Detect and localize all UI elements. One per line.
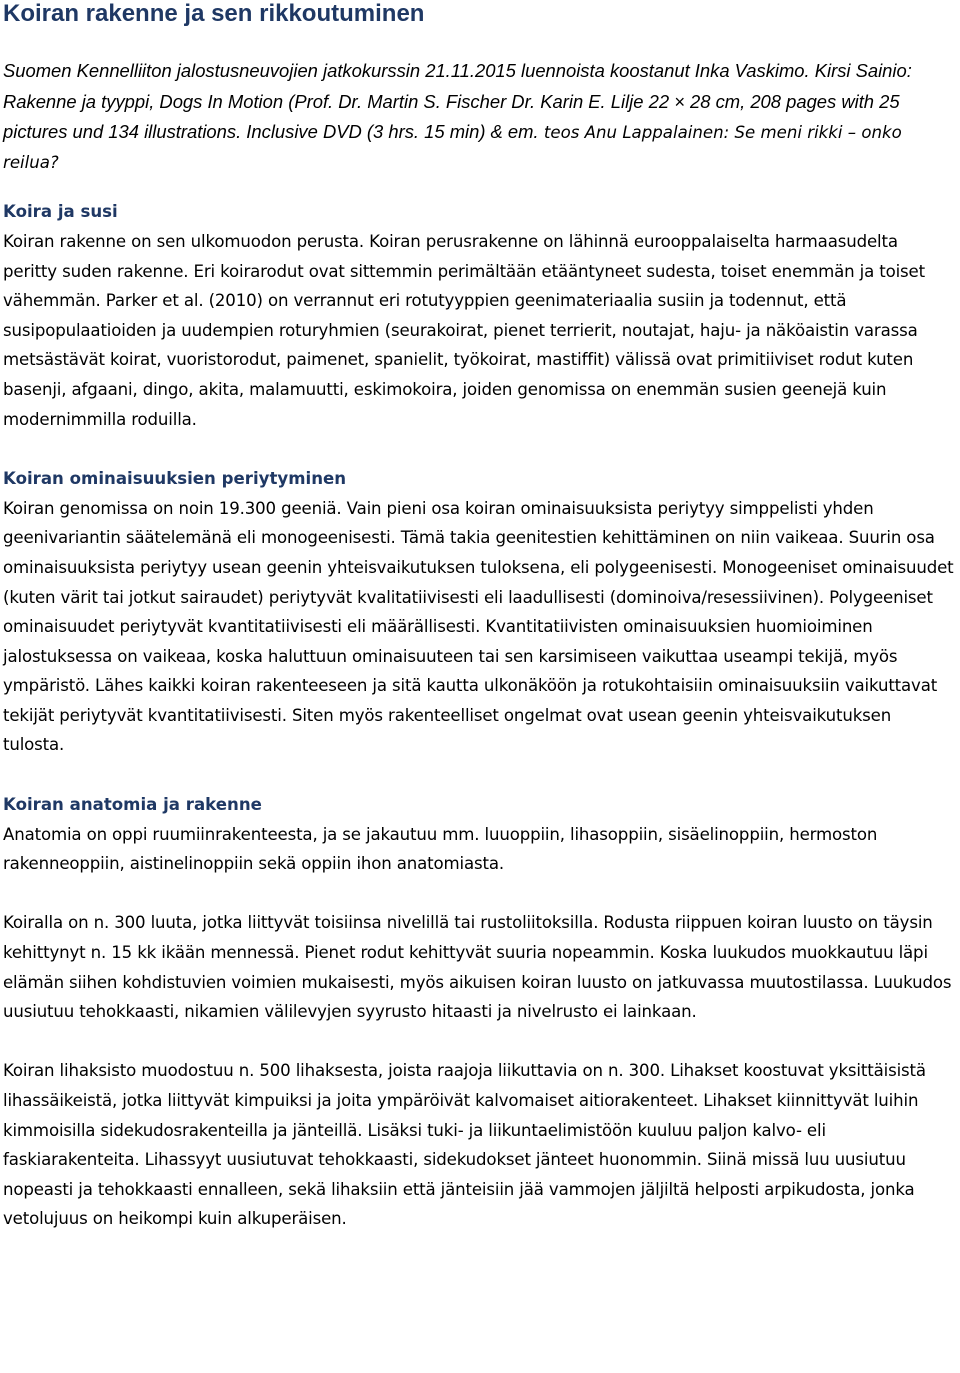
sources-text-part2: teos Anu Lappalainen: Se meni rikki – onko reilua?: [3, 123, 902, 172]
section-paragraph: Koiralla on n. 300 luuta, jotka liittyvät toisiinsa nivelillä tai rustoliitoksilla. Rodusta riippuen koiran luusto on täysin kehittynyt n. 15 kk ikään mennessä. Pienet rodut kehittyvät suuria nopeammin. Koska luukudos muokkautuu läpi elämän siihen kohdistuvien voimien mukaisesti, myös aikuisen koiran luusto on jatkuvassa muutostilassa. Luukudos uusiutuu tehokkaasti, nikamien välilevyjen syyrusto hitaasti ja nivelrusto ei lainkaan.: [3, 913, 952, 1022]
spacer: [3, 1027, 956, 1057]
spacer: [3, 434, 956, 464]
section-heading: Koira ja susi: [3, 202, 118, 222]
section-paragraph: Anatomia on oppi ruumiinrakenteesta, ja se jakautuu mm. luuoppiin, lihasoppiin, sisäelinoppiin, hermoston rakenneoppiin, aistinelinoppiin sekä oppiin ihon anatomiasta.: [3, 824, 878, 874]
sources-text-part1: Suomen Kennelliiton jalostusneuvojien jatkokurssin 21.11.2015 luennoista koostanut Inka Vaskimo. Kirsi Sainio: Rakenne ja tyyppi, Dogs In Motion (Prof. Dr. Martin S. Fischer Dr. Karin E. Lilje 22 × 28 cm, 208 pages with 25 pictures und 134 illustrations. Inclusive DVD (3 hrs. 15 min) & em.: [3, 60, 912, 143]
section-ominaisuuksien-periytyminen: [3, 464, 956, 760]
section-paragraph: Koiran rakenne on sen ulkomuodon perusta. Koiran perusrakenne on lähinnä eurooppalaiselta harmaasudelta peritty suden rakenne. Eri koirarodut ovat sittemmin perimältään etääntyneet sudesta, toiset enemmän ja toiset vähemmän. Parker et al. (2010) on verrannut eri rotutyyppien geenimateriaalia susiin ja todennut, että susipopulaatioiden ja uudempien roturyhmien (seurakoirat, pienet terrierit, noutajat, haju- ja näköaistin varassa metsästävät koirat, vuoristorodut, paimenet, spanielit, työkoirat, mastiffit) välissä ovat primitiiviset rodut kuten basenji, afgaani, dingo, akita, malamuutti, eskimokoira, joiden genomissa on enemmän susien geenejä kuin modernimmilla roduilla.: [3, 231, 925, 429]
spacer: [3, 760, 956, 790]
section-heading: Koiran ominaisuuksien periytyminen: [3, 469, 347, 489]
section-anatomia-ja-rakenne: [3, 790, 956, 1234]
sources-paragraph: [3, 56, 956, 177]
section-paragraph: Koiran lihaksisto muodostuu n. 500 lihaksesta, joista raajoja liikuttavia on n. 300. Lihakset koostuvat yksittäisistä lihassäikeistä, jotka liittyvät kimpuiksi ja joita ympäröivät kalvomaiset aitiorakenteet. Lihakset kiinnittyvät luihin kimmoisilla sidekudosrakenteilla ja jänteillä. Lisäksi tuki- ja liikuntaelimistöön kuuluu paljon kalvo- eli faskiarakenteita. Lihassyyt uusiutuvat tehokkaasti, sidekudokset jänteet huonommin. Siinä missä luu uusiutuu nopeasti ja tehokkaasti ennalleen, sekä lihaksiin että jänteisiin jää vammojen jäljiltä helposti arpikudosta, jonka vetolujuus on heikompi kuin alkuperäisen.: [3, 1061, 926, 1229]
section-koira-ja-susi: [3, 197, 956, 434]
spacer: [3, 879, 956, 909]
document-title: Koiran rakenne ja sen rikkoutuminen: [3, 0, 425, 27]
section-paragraph: Koiran genomissa on noin 19.300 geeniä. Vain pieni osa koiran ominaisuuksista periytyy simppelisti yhden geenivariantin säätelemänä eli monogeenisesti. Tämä takia geenitestien kehittäminen on niin vaikeaa. Suurin osa ominaisuuksista periytyy usean geenin yhteisvaikutuksen tuloksena, eli polygeenisesti. Monogeeniset ominaisuudet (kuten värit tai jotkut sairaudet) periytyvät kvalitatiivisesti eli laadullisesti (dominoiva/resessiivinen). Polygeeniset ominaisuudet periytyvät kvantitatiivisesti eli määrällisesti. Kvantitatiivisten ominaisuuksien huomioiminen jalostuksessa on vaikeaa, koska haluttuun ominaisuuteen tai sen karsimiseen vaikuttaa useampi tekijä, myös ympäristö. Lähes kaikki koiran rakenteeseen ja sitä kautta ulkonäköön ja rotukohtaisiin ominaisuuksiin vaikuttavat tekijät periytyvät kvantitatiivisesti. Siten myös rakenteelliset ongelmat ovat usean geenin yhteisvaikutuksen tulosta.: [3, 498, 954, 755]
spacer: [3, 177, 956, 197]
section-heading: Koiran anatomia ja rakenne: [3, 795, 262, 815]
